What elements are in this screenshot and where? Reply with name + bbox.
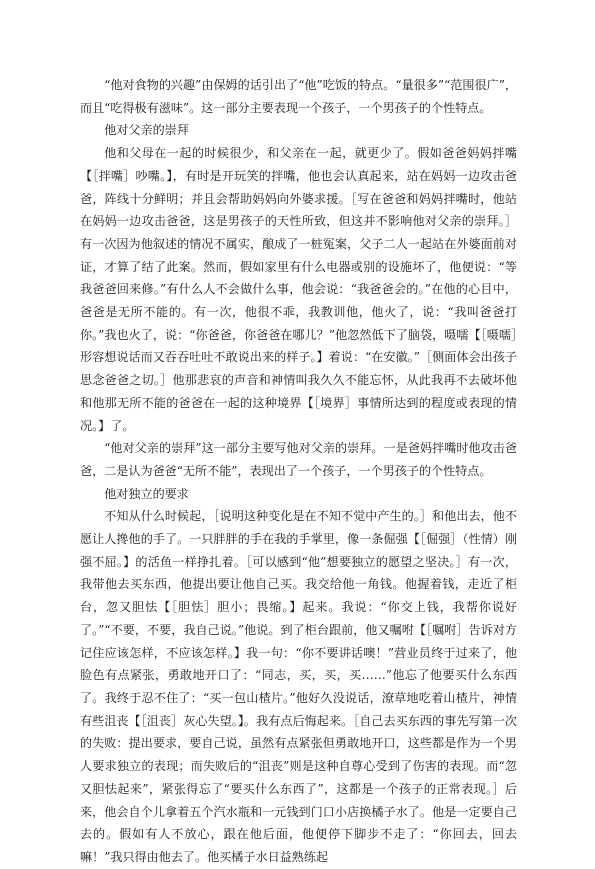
paragraph-analysis-father: “他对父亲的崇拜”这一部分主要写他对父亲的崇拜。一是爸妈拌嘴时他攻击爸爸，二是认为爸爸“无所不能”，表现出了一个孩子，一个男孩子的个性特点。 [80, 441, 517, 478]
section-heading-father: 他对父亲的崇拜 [104, 123, 189, 138]
document-body [80, 74, 517, 869]
section-heading-independence: 他对独立的要求 [104, 486, 189, 501]
paragraph-father-worship: 他和父母在一起的时候很少，和父亲在一起，就更少了。假如爸爸妈妈拌嘴【［拌嘴］吵嘴。】，有时是开玩笑的拌嘴，他也会认真起来，站在妈妈一边攻击爸爸，阵线十分鲜明；并且会帮助妈妈向外婆求援。［写在爸爸和妈妈拌嘴时，他站在妈妈一边攻击爸爸，这是男孩子的天性所致，但这并不影响他对父亲的崇拜。］有一次因为他叙述的情况不属实，酿成了一桩冤案，父子二人一起站在外婆面前对证，才算了结了此案。然而，假如家里有什么电器或别的设施坏了，他便说：“等我爸爸回来修。”有什么人不会做什么事，他会说：“我爸爸会的。”在他的心目中，爸爸是无所不能的。有一次，他很不乖，我教训他，他火了，说：“我叫爸爸打你。”我也火了，说：“你爸爸，你爸爸在哪儿？”他忽然低下了脑袋，嗫嚅【［嗫嚅］形容想说话而又吞吞吐吐不敢说出来的样子。】着说：“在安徽。”［侧面体会出孩子思念爸爸之切。］他那悲哀的声音和神情叫我久久不能忘怀，从此我再不去破坏他和他那无所不能的爸爸在一起的这种境界【［境界］事情所达到的程度或表现的情况。】了。 [80, 146, 517, 433]
paragraph-independence: 不知从什么时候起，［说明这种变化是在不知不觉中产生的。］和他出去，他不愿让人搀他的手了。一只胖胖的手在我的手掌里，像一条倔强【［倔强］（性情）刚强不屈。】的活鱼一样挣扎着。［可以感到“他”想要独立的愿望之坚决。］有一次，我带他去买东西，他提出要让他自己买。我交给他一角钱。他握着钱，走近了柜台，忽又胆怯【［胆怯］胆小；畏缩。】起来。我说：“你交上钱，我帮你说好了。”“不要，不要，我自己说。”他说。到了柜台跟前，他又嘱咐【［嘱咐］告诉对方记住应该怎样，不应该怎样。】我一句：“你不要讲话噢！”营业员终于过来了，他脸色有点紧张，勇敢地开口了：“同志，买，买，买……”他忘了他要买什么东西了。我终于忍不住了：“买一包山楂片。”他好久没说话，潦草地吃着山楂片，神情有些沮丧【［沮丧］灰心失望。】。我有点后悔起来。［自己去买东西的事先写第一次的失败：提出要求，要自己说，虽然有点紧张但勇敢地开口，这些都是作为一个男人要求独立的表现；而失败后的“沮丧”则是这种自尊心受到了伤害的表现。而“忽又胆怯起来”，紧张得忘了“要买什么东西了”，这都是一个孩子的正常表现。］后来，他会自个儿拿着五个汽水瓶和一元钱到门口小店换橘子水了。他是一定要自己去的。假如有人不放心，跟在他后面，他便停下脚步不走了：“你回去，回去嘛！”我只得由他去了。他买橘子水日益熟练起 [80, 509, 517, 864]
paragraph-analysis-food: “他对食物的兴趣”由保姆的话引出了“他”吃饭的特点。“量很多”“范围很广”，而且“吃得极有滋味”。这一部分主要表现一个孩子，一个男孩子的个性特点。 [80, 78, 517, 115]
